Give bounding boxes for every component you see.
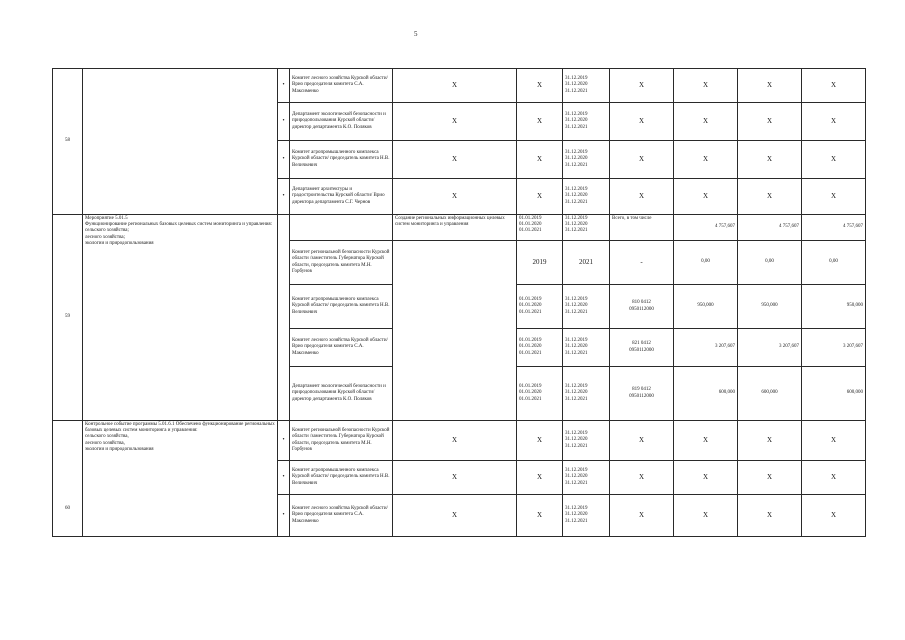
value-2019-cell: X bbox=[674, 69, 738, 103]
row-number: 60 bbox=[53, 421, 83, 537]
value-2019-cell: 950,000 bbox=[674, 285, 738, 329]
end-date-cell: 31.12.2019 31.12.2020 31.12.2021 bbox=[563, 367, 610, 421]
start-date-cell: X bbox=[517, 69, 563, 103]
kbk-cell: X bbox=[610, 495, 674, 537]
row-number: 58 bbox=[53, 69, 83, 215]
value-2019-cell: 3 207,607 bbox=[674, 329, 738, 367]
kbk-cell: X bbox=[610, 103, 674, 141]
value-2021-cell: X bbox=[802, 495, 866, 537]
value-2021-cell: 3 207,607 bbox=[802, 329, 866, 367]
start-date-cell: X bbox=[517, 421, 563, 461]
start-date-cell: X bbox=[517, 141, 563, 179]
value-2020-cell: 3 207,607 bbox=[738, 329, 802, 367]
end-date-cell: 31.12.2019 31.12.2020 31.12.2021 bbox=[563, 141, 610, 179]
bullet: • bbox=[278, 461, 290, 495]
value-2020-cell: 600,000 bbox=[738, 367, 802, 421]
value-2019-cell: 600,000 bbox=[674, 367, 738, 421]
end-date-cell: 31.12.2019 31.12.2020 31.12.2021 bbox=[563, 421, 610, 461]
end-date-cell: 31.12.2019 31.12.2020 31.12.2021 bbox=[563, 495, 610, 537]
start-date-cell: X bbox=[517, 179, 563, 215]
value-2020-cell: X bbox=[738, 461, 802, 495]
start-date-cell: 01.01.2019 01.01.2020 01.01.2021 bbox=[517, 285, 563, 329]
executor-cell: Комитет лесного хозяйства Курской области/Врио председателя комитета С.А. Максименко bbox=[290, 329, 393, 367]
end-date-cell: 31.12.2019 31.12.2020 31.12.2021 bbox=[563, 461, 610, 495]
value-2020-cell: 0,00 bbox=[738, 241, 802, 285]
executor-cell: Комитет региональной безопасности Курской области /заместитель Губернатора Курской области, председатель комитета М.Н. Горбунов bbox=[290, 421, 393, 461]
kbk-cell: X bbox=[610, 141, 674, 179]
value-2021-cell: X bbox=[802, 103, 866, 141]
executor-cell: Комитет агропромышленного комплекса Курской области/ председатель комитета Н.В. Величкевич bbox=[290, 141, 393, 179]
executor-cell: Комитет агропромышленного комплекса Курской области/ председатель комитета Н.В. Величкевич bbox=[290, 461, 393, 495]
value-2019-cell: 0,00 bbox=[674, 241, 738, 285]
executor-cell: Комитет агропромышленного комплекса Курской области/ председатель комитета Н.В. Величкевич bbox=[290, 285, 393, 329]
result-cell: X bbox=[393, 103, 517, 141]
end-date-cell: 31.12.2019 31.12.2020 31.12.2021 bbox=[563, 69, 610, 103]
end-date-cell: 31.12.2019 31.12.2020 31.12.2021 bbox=[563, 179, 610, 215]
result-cell: X bbox=[393, 179, 517, 215]
table-row bbox=[53, 421, 866, 461]
kbk-cell: Всего, в том числе bbox=[610, 215, 674, 241]
value-2019-cell: X bbox=[674, 141, 738, 179]
start-date-cell: 2019 bbox=[517, 241, 563, 285]
program-plan-table bbox=[52, 68, 866, 537]
table-row bbox=[53, 69, 866, 103]
start-date-cell: X bbox=[517, 495, 563, 537]
value-2019-cell: X bbox=[674, 179, 738, 215]
value-2021-cell: X bbox=[802, 69, 866, 103]
start-date-cell: 01.01.2019 01.01.2020 01.01.2021 bbox=[517, 215, 563, 241]
value-2019-cell: 4 757,607 bbox=[674, 215, 738, 241]
end-date-cell: 31.12.2019 31.12.2020 31.12.2021 bbox=[563, 285, 610, 329]
event-title-cell: Мероприятие 5.01.5 Функционирование региональных базовых целевых систем мониторинга и управления: сельского хозяйства; лесного хозяйства; экологии и природопользования bbox=[83, 215, 278, 421]
value-2020-cell: X bbox=[738, 495, 802, 537]
executor-cell: Комитет региональной безопасности Курской области /заместитель Губернатора Курской области, председатель комитета М.Н. Горбунов bbox=[290, 241, 393, 285]
value-2020-cell: X bbox=[738, 69, 802, 103]
value-2021-cell: X bbox=[802, 461, 866, 495]
kbk-cell: 819 0412 0950112000 bbox=[610, 367, 674, 421]
value-2020-cell: X bbox=[738, 141, 802, 179]
value-2020-cell: X bbox=[738, 421, 802, 461]
end-date-cell: 31.12.2019 31.12.2020 31.12.2021 bbox=[563, 215, 610, 241]
bullet: • bbox=[278, 69, 290, 103]
value-2020-cell: 950,000 bbox=[738, 285, 802, 329]
result-cell: X bbox=[393, 69, 517, 103]
result-cell: X bbox=[393, 495, 517, 537]
bullet: • bbox=[278, 495, 290, 537]
row-number: 59 bbox=[53, 215, 83, 421]
value-2019-cell: X bbox=[674, 421, 738, 461]
value-2019-cell: X bbox=[674, 461, 738, 495]
executor-cell: Комитет лесного хозяйства Курской области/Врио председателя комитета С.А. Максименко bbox=[290, 69, 393, 103]
value-2019-cell: X bbox=[674, 495, 738, 537]
executor-cell bbox=[290, 215, 393, 241]
value-2021-cell: X bbox=[802, 179, 866, 215]
value-2020-cell: X bbox=[738, 103, 802, 141]
event-title-cell: Контрольное событие программы 5.01.6.1 Обеспечено функционирование региональных базовых целевых систем мониторинга и управления: сельского хозяйства, лесного хозяйства, экологии и природопользования bbox=[83, 421, 278, 537]
value-2021-cell: 950,000 bbox=[802, 285, 866, 329]
bullet bbox=[278, 215, 290, 421]
event-title-cell bbox=[83, 69, 278, 215]
executor-cell: Департамент архитектуры и градостроительства Курской области/ Врио директора департамента С.Г. Чернов bbox=[290, 179, 393, 215]
end-date-cell: 31.12.2019 31.12.2020 31.12.2021 bbox=[563, 103, 610, 141]
kbk-cell: - bbox=[610, 241, 674, 285]
kbk-cell: 821 0412 0950112000 bbox=[610, 329, 674, 367]
result-cell: Создание региональных информационных целевых систем мониторинга и управления bbox=[393, 215, 517, 241]
bullet: • bbox=[278, 421, 290, 461]
value-2021-cell: X bbox=[802, 141, 866, 179]
value-2021-cell: 600,000 bbox=[802, 367, 866, 421]
value-2020-cell: 4 757,607 bbox=[738, 215, 802, 241]
end-date-cell: 31.12.2019 31.12.2020 31.12.2021 bbox=[563, 329, 610, 367]
executor-cell: Комитет лесного хозяйства Курской области/Врио председателя комитета С.А. Максименко bbox=[290, 495, 393, 537]
page-number: 5 bbox=[414, 30, 418, 38]
kbk-cell: 810 0412 0950112000 bbox=[610, 285, 674, 329]
start-date-cell: 01.01.2019 01.01.2020 01.01.2021 bbox=[517, 329, 563, 367]
result-cell: X bbox=[393, 141, 517, 179]
kbk-cell: X bbox=[610, 421, 674, 461]
start-date-cell: X bbox=[517, 461, 563, 495]
end-date-cell: 2021 bbox=[563, 241, 610, 285]
result-cell bbox=[393, 241, 517, 421]
value-2021-cell: 4 757,607 bbox=[802, 215, 866, 241]
result-cell: X bbox=[393, 461, 517, 495]
kbk-cell: X bbox=[610, 179, 674, 215]
value-2021-cell: X bbox=[802, 421, 866, 461]
table-row bbox=[53, 215, 866, 241]
kbk-cell: X bbox=[610, 461, 674, 495]
executor-cell: Департамент экологической безопасности и природопользования Курской области/ директор департамента К.О. Поляков bbox=[290, 103, 393, 141]
start-date-cell: X bbox=[517, 103, 563, 141]
bullet: • bbox=[278, 103, 290, 141]
kbk-cell: X bbox=[610, 69, 674, 103]
bullet: • bbox=[278, 179, 290, 215]
result-cell: X bbox=[393, 421, 517, 461]
start-date-cell: 01.01.2019 01.01.2020 01.01.2021 bbox=[517, 367, 563, 421]
value-2020-cell: X bbox=[738, 179, 802, 215]
value-2021-cell: 0,00 bbox=[802, 241, 866, 285]
executor-cell: Департамент экологической безопасности и природопользования Курской области/ директор департамента К.О. Поляков bbox=[290, 367, 393, 421]
value-2019-cell: X bbox=[674, 103, 738, 141]
bullet: • bbox=[278, 141, 290, 179]
